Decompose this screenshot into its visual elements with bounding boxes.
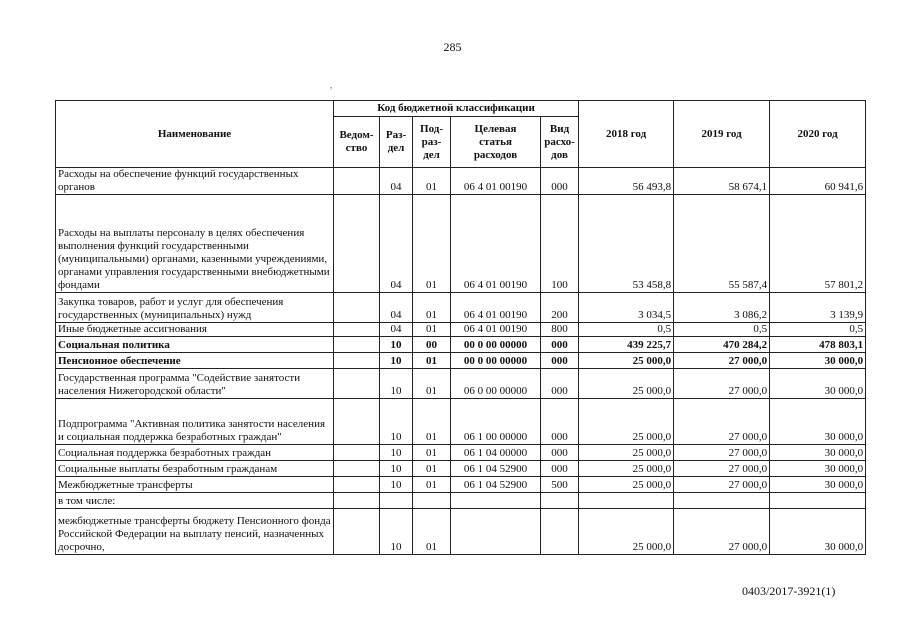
- cell-name: Межбюджетные трансферты: [56, 477, 334, 493]
- cell-value-2019: 27 000,0: [674, 445, 770, 461]
- cell-value-2020: 30 000,0: [770, 509, 866, 555]
- document-code: 0403/2017-3921(1): [742, 584, 836, 598]
- cell-value-2018: 25 000,0: [579, 353, 674, 369]
- cell-razdel: 04: [380, 293, 413, 323]
- cell-vedomstvo: [334, 293, 380, 323]
- header-name: Наименование: [56, 101, 334, 168]
- cell-value-2018: 3 034,5: [579, 293, 674, 323]
- cell-celevaya-statya: 06 1 04 00000: [451, 445, 541, 461]
- cell-value-2018: [579, 493, 674, 509]
- cell-value-2019: 58 674,1: [674, 168, 770, 195]
- cell-value-2019: 3 086,2: [674, 293, 770, 323]
- cell-vid-rashodov: 000: [541, 445, 579, 461]
- cell-razdel: 10: [380, 353, 413, 369]
- cell-value-2018: 53 458,8: [579, 195, 674, 293]
- cell-vid-rashodov: 000: [541, 168, 579, 195]
- cell-razdel: 10: [380, 445, 413, 461]
- cell-value-2019: 27 000,0: [674, 369, 770, 399]
- cell-value-2018: 25 000,0: [579, 509, 674, 555]
- cell-vid-rashodov: [541, 493, 579, 509]
- cell-razdel: 04: [380, 168, 413, 195]
- cell-vedomstvo: [334, 369, 380, 399]
- cell-value-2018: 0,5: [579, 323, 674, 337]
- cell-value-2018: 25 000,0: [579, 445, 674, 461]
- cell-vedomstvo: [334, 477, 380, 493]
- cell-value-2018: 439 225,7: [579, 337, 674, 353]
- cell-podrazdel: 01: [413, 353, 451, 369]
- cell-vedomstvo: [334, 509, 380, 555]
- cell-podrazdel: 01: [413, 477, 451, 493]
- cell-value-2019: 470 284,2: [674, 337, 770, 353]
- cell-name: Социальная поддержка безработных граждан: [56, 445, 334, 461]
- cell-vedomstvo: [334, 168, 380, 195]
- cell-podrazdel: 01: [413, 445, 451, 461]
- cell-vid-rashodov: 100: [541, 195, 579, 293]
- cell-vid-rashodov: 000: [541, 461, 579, 477]
- cell-podrazdel: 01: [413, 509, 451, 555]
- scan-mark: ,: [330, 80, 333, 90]
- cell-vid-rashodov: 000: [541, 399, 579, 445]
- table-row: [56, 337, 866, 353]
- cell-name: Пенсионное обеспечение: [56, 353, 334, 369]
- cell-value-2018: 25 000,0: [579, 477, 674, 493]
- page-number: 285: [443, 40, 462, 54]
- header-year-2020: 2020 год: [770, 101, 866, 168]
- table-row: [56, 477, 866, 493]
- table-body: [56, 168, 866, 555]
- cell-value-2020: 30 000,0: [770, 445, 866, 461]
- cell-value-2019: 27 000,0: [674, 461, 770, 477]
- cell-name: Расходы на выплаты персоналу в целях обеспечения выполнения функций государственными (муниципальными) органами, казенными учреждениями, органами управления государственными внебюджетными фондами: [56, 195, 334, 293]
- cell-name: Социальные выплаты безработным гражданам: [56, 461, 334, 477]
- cell-celevaya-statya: 06 0 00 00000: [451, 369, 541, 399]
- cell-vid-rashodov: 000: [541, 369, 579, 399]
- cell-podrazdel: 00: [413, 337, 451, 353]
- cell-podrazdel: 01: [413, 195, 451, 293]
- cell-value-2018: 25 000,0: [579, 399, 674, 445]
- cell-value-2019: 27 000,0: [674, 477, 770, 493]
- cell-razdel: 10: [380, 509, 413, 555]
- table-row: [56, 168, 866, 195]
- cell-value-2020: 30 000,0: [770, 477, 866, 493]
- cell-celevaya-statya: 06 1 00 00000: [451, 399, 541, 445]
- header-year-2018: 2018 год: [579, 101, 674, 168]
- cell-podrazdel: [413, 493, 451, 509]
- table-row: [56, 293, 866, 323]
- cell-vid-rashodov: 500: [541, 477, 579, 493]
- cell-podrazdel: 01: [413, 399, 451, 445]
- cell-vid-rashodov: 000: [541, 353, 579, 369]
- cell-celevaya-statya: 00 0 00 00000: [451, 353, 541, 369]
- cell-value-2019: 27 000,0: [674, 353, 770, 369]
- cell-vedomstvo: [334, 195, 380, 293]
- cell-value-2020: 30 000,0: [770, 461, 866, 477]
- cell-celevaya-statya: 06 4 01 00190: [451, 168, 541, 195]
- table-row: [56, 195, 866, 293]
- cell-value-2019: 55 587,4: [674, 195, 770, 293]
- cell-celevaya-statya: 06 4 01 00190: [451, 293, 541, 323]
- cell-value-2020: 478 803,1: [770, 337, 866, 353]
- cell-vedomstvo: [334, 461, 380, 477]
- cell-vid-rashodov: [541, 509, 579, 555]
- cell-celevaya-statya: [451, 493, 541, 509]
- cell-value-2020: 30 000,0: [770, 353, 866, 369]
- cell-name: в том числе:: [56, 493, 334, 509]
- cell-razdel: 10: [380, 337, 413, 353]
- cell-razdel: [380, 493, 413, 509]
- cell-value-2020: 30 000,0: [770, 369, 866, 399]
- cell-value-2020: 0,5: [770, 323, 866, 337]
- cell-podrazdel: 01: [413, 323, 451, 337]
- cell-value-2019: 0,5: [674, 323, 770, 337]
- header-razdel: Раз- дел: [380, 117, 413, 168]
- cell-vedomstvo: [334, 353, 380, 369]
- cell-celevaya-statya: 06 1 04 52900: [451, 477, 541, 493]
- cell-celevaya-statya: 06 4 01 00190: [451, 195, 541, 293]
- cell-razdel: 10: [380, 477, 413, 493]
- cell-vedomstvo: [334, 399, 380, 445]
- cell-value-2018: 56 493,8: [579, 168, 674, 195]
- cell-podrazdel: 01: [413, 293, 451, 323]
- cell-vedomstvo: [334, 445, 380, 461]
- cell-name: Закупка товаров, работ и услуг для обеспечения государственных (муниципальных) нужд: [56, 293, 334, 323]
- cell-razdel: 04: [380, 323, 413, 337]
- cell-name: Иные бюджетные ассигнования: [56, 323, 334, 337]
- cell-name: Подпрограмма "Активная политика занятости населения и социальная поддержка безработных граждан": [56, 399, 334, 445]
- cell-value-2020: 57 801,2: [770, 195, 866, 293]
- cell-celevaya-statya: 06 4 01 00190: [451, 323, 541, 337]
- budget-table: [55, 100, 866, 555]
- table-row: [56, 353, 866, 369]
- cell-vedomstvo: [334, 323, 380, 337]
- cell-vid-rashodov: 200: [541, 293, 579, 323]
- header-vedomstvo: Ведом- ство: [334, 117, 380, 168]
- cell-razdel: 10: [380, 369, 413, 399]
- cell-vid-rashodov: 800: [541, 323, 579, 337]
- table-row: [56, 369, 866, 399]
- header-year-2019: 2019 год: [674, 101, 770, 168]
- cell-value-2020: 30 000,0: [770, 399, 866, 445]
- table-row: [56, 399, 866, 445]
- header-podrazdel: Под- раз- дел: [413, 117, 451, 168]
- cell-name: Социальная политика: [56, 337, 334, 353]
- cell-value-2019: 27 000,0: [674, 399, 770, 445]
- table-row: [56, 509, 866, 555]
- cell-celevaya-statya: [451, 509, 541, 555]
- cell-podrazdel: 01: [413, 369, 451, 399]
- cell-value-2018: 25 000,0: [579, 369, 674, 399]
- cell-celevaya-statya: 06 1 04 52900: [451, 461, 541, 477]
- table-row: [56, 323, 866, 337]
- cell-vedomstvo: [334, 493, 380, 509]
- table-row: [56, 461, 866, 477]
- cell-name: межбюджетные трансферты бюджету Пенсионного фонда Российской Федерации на выплату пенсий, назначенных досрочно,: [56, 509, 334, 555]
- cell-razdel: 10: [380, 399, 413, 445]
- table-row: [56, 445, 866, 461]
- cell-value-2020: [770, 493, 866, 509]
- cell-name: Государственная программа "Содействие занятости населения Нижегородской области": [56, 369, 334, 399]
- cell-podrazdel: 01: [413, 168, 451, 195]
- header-code-group: Код бюджетной классификации: [334, 101, 579, 117]
- cell-name: Расходы на обеспечение функций государственных органов: [56, 168, 334, 195]
- cell-vedomstvo: [334, 337, 380, 353]
- cell-value-2018: 25 000,0: [579, 461, 674, 477]
- cell-podrazdel: 01: [413, 461, 451, 477]
- cell-value-2019: [674, 493, 770, 509]
- cell-razdel: 10: [380, 461, 413, 477]
- table-row: [56, 493, 866, 509]
- cell-value-2020: 3 139,9: [770, 293, 866, 323]
- cell-vid-rashodov: 000: [541, 337, 579, 353]
- cell-value-2020: 60 941,6: [770, 168, 866, 195]
- cell-razdel: 04: [380, 195, 413, 293]
- header-celevaya-statya: Целевая статья расходов: [451, 117, 541, 168]
- cell-celevaya-statya: 00 0 00 00000: [451, 337, 541, 353]
- header-vid-rashodov: Вид расхо- дов: [541, 117, 579, 168]
- cell-value-2019: 27 000,0: [674, 509, 770, 555]
